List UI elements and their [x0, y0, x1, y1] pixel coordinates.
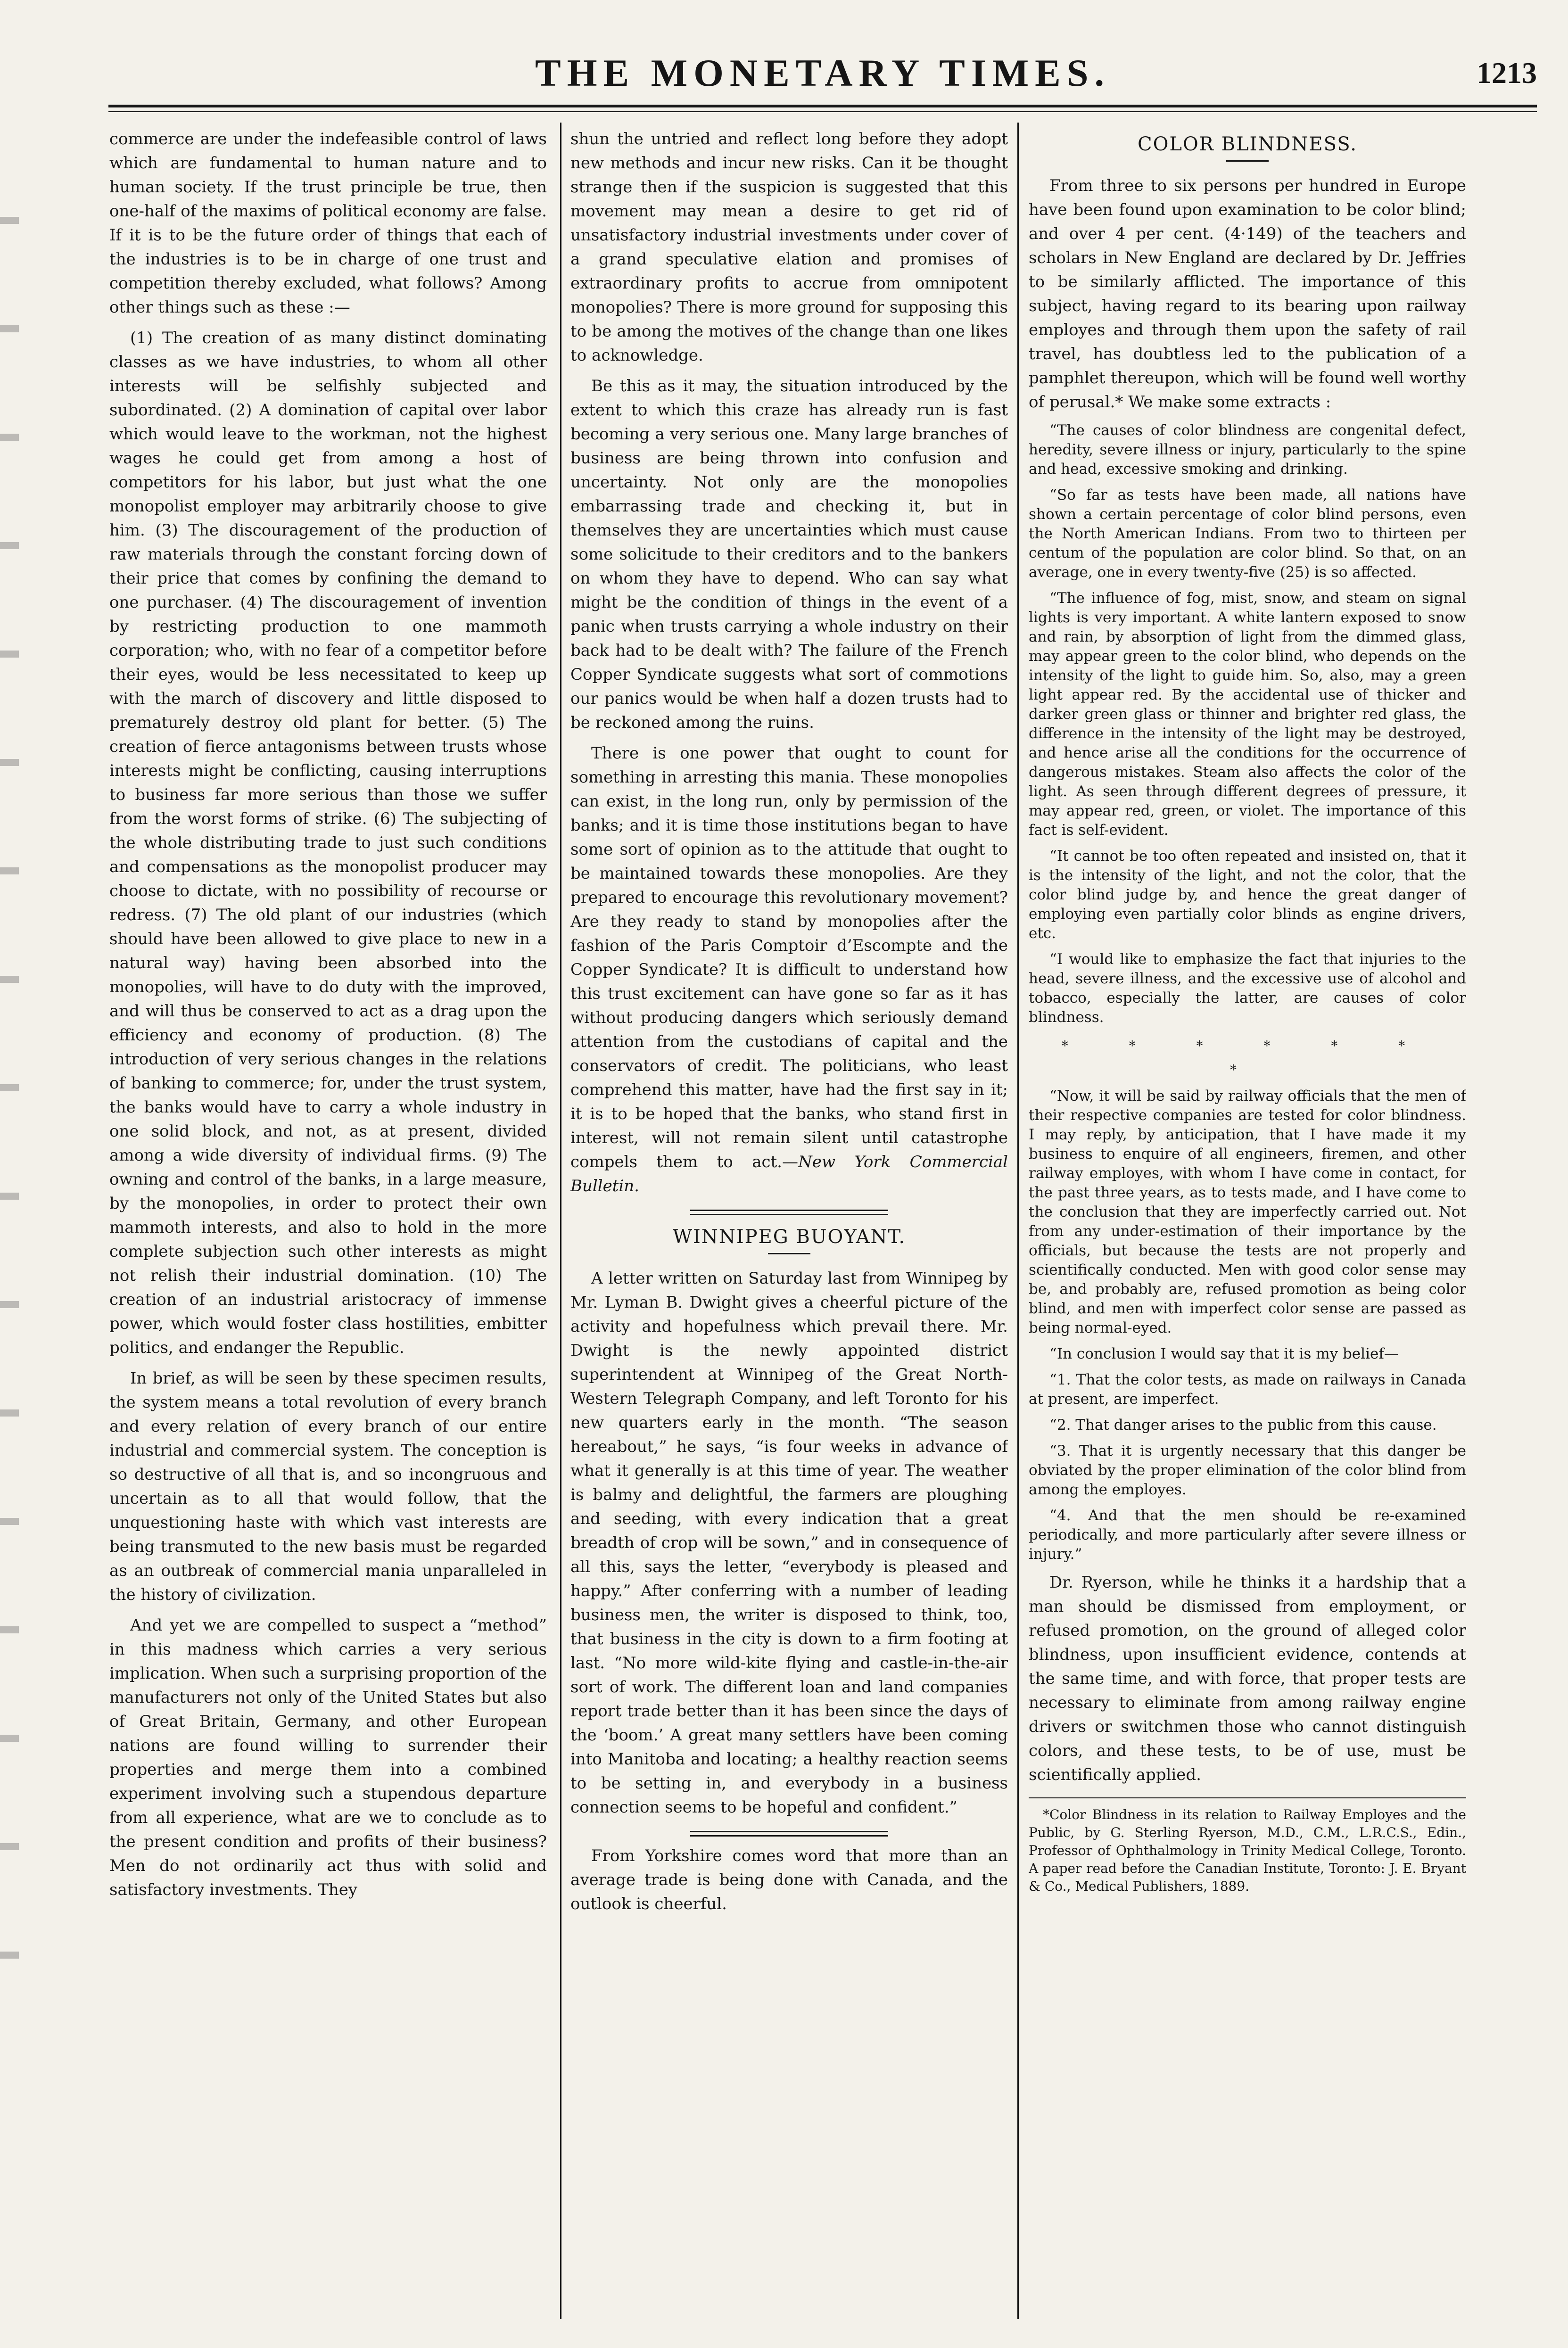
quoted-extract: “In conclusion I would say that it is my belief—	[1049, 1345, 1399, 1362]
quoted-extract: “2. That danger arises to the public from this cause.	[1049, 1417, 1437, 1434]
page-number: 1213	[1477, 56, 1537, 90]
masthead	[108, 47, 1537, 99]
publication-title: THE MONETARY TIMES.	[535, 51, 1110, 94]
quoted-extract: “The causes of color blindness are congenital defect, heredity, severe illness or injury, particularly to the spine and head, excessive smoking and drinking.	[1029, 422, 1466, 478]
quoted-extract: “It cannot be too often repeated and insisted on, that it is the intensity of the light, and not the color, that the color blind judge by, and hence the great danger of employing even partially color blinds as engine drivers, etc.	[1029, 848, 1466, 942]
quoted-extract: “I would like to emphasize the fact that injuries to the head, severe illness, and the excessive use of alcohol and tobacco, especially the latter, are causes of color blindness.	[1029, 951, 1466, 1026]
section-rule	[690, 1210, 888, 1215]
masthead-rule-thin	[108, 111, 1537, 112]
section-heading-winnipeg: WINNIPEG BUOYANT.	[672, 1226, 906, 1248]
column-2	[570, 127, 1008, 2324]
article-paragraph: In brief, as will be seen by these specimen results, the system means a total revolution of every branch and every relation of every branch of our entire industrial and commercial system. The conception is so destructive of all that is, and so incongruous and uncertain as to all that would follow, that the unquestioning haste with which vast interests are being transmuted to the new basis must be regarded as an outbreak of commercial mania unparalleled in the history of civilization.	[109, 1369, 547, 1604]
article-paragraph: A letter written on Saturday last from Winnipeg by Mr. Lyman B. Dwight gives a cheerful picture of the activity and hopefulness which prevail there. Mr. Dwight is the newly appointed district superintendent at Winnipeg of the Great North-Western Telegraph Company, and left Toronto for his new quarters early in the month. “The season hereabout,” he says, “is four weeks in advance of what it generally is at this time of year. The weather is balmy and delightful, the farmers are ploughing and seeding, with every indication that a great breadth of crop will be sown,” and in consequence of all this, says the letter, “everybody is pleased and happy.” After conferring with a number of leading business men, the writer is disposed to think, too, that business in the city is down to a firm footing at last. “No more wild-kite flying and castle-in-the-air sort of work. The different loan and land companies report trade better than it has been since the days of the ‘boom.’ A great many settlers have been coming into Manitoba and locating; a healthy reaction seems to be setting in, and everybody in a business connection seems to be hopeful and confident.”	[570, 1269, 1008, 1817]
masthead-rule-thick	[108, 105, 1537, 107]
attribution: New York Commercial Bulletin.	[570, 1153, 1008, 1195]
footnote: *Color Blindness in its relation to Railway Employes and the Public, by G. Sterling Ryerson, M.D., C.M., L.R.C.S., Edin., Professor of Ophthalmology in Trinity Medical College, Toronto. A paper read before the Canadian Institute, Toronto: J. E. Bryant & Co., Medical Publishers, 1889.	[1029, 1797, 1466, 1895]
ellipsis-stars: * * * * * * *	[1061, 1038, 1434, 1078]
column-divider-2	[1017, 123, 1019, 2319]
quoted-extract: “1. That the color tests, as made on railways in Canada at present, are imperfect.	[1029, 1371, 1466, 1408]
quoted-extract: “So far as tests have been made, all nations have shown a certain percentage of color blind persons, even the North American Indians. From two to thirteen per centum of the population are color blind. So that, on an average, one in every twenty-five (25) is so affected.	[1029, 486, 1466, 581]
section-heading-color-blindness: COLOR BLINDNESS.	[1137, 133, 1357, 155]
article-paragraph: Dr. Ryerson, while he thinks it a hardship that a man should be dismissed from employment, or refused promotion, on the ground of alleged color blindness, upon insufficient evidence, contends at the same time, and with force, that proper tests are necessary to eliminate from among railway engine drivers or switchmen those who cannot distinguish colors, and these tests, to be of use, must be scientifically applied.	[1029, 1573, 1466, 1784]
column-3	[1029, 127, 1466, 2324]
article-text: There is one power that ought to count for something in arresting this mania. These monopolies can exist, in the long run, only by permission of the banks; and it is time those institutions began to have some sort of opinion as to the attitude that ought to be maintained towards these monopolies. Are they prepared to encourage this revolutionary movement? Are they ready to stand by monopolies after the fashion of the Paris Comptoir d’Escompte and the Copper Syndicate? It is difficult to understand how this trust excitement can have gone so far as it has without producing dangers which seriously demand attention from the custodians of capital and the conservators of credit. The politicians, who least comprehend this matter, have had the first say in it; it is to be hoped that the banks, who stand first in interest, will not remain silent until catastrophe compels them to act.—	[570, 744, 1008, 1171]
article-paragraph: commerce are under the indefeasible control of laws which are fundamental to human nature and to human society. If the trust principle be true, then one-half of the maxims of political economy are false. If it is to be the future order of things that each of the industries is to be in charge of one trust and competition thereby excluded, what follows? Among other things such as these :—	[109, 130, 547, 317]
column-1	[109, 127, 547, 2324]
article-paragraph: (1) The creation of as many distinct dominating classes as we have industries, to whom all other interests will be selfishly subjected and subordinated. (2) A domination of capital over labor which would leave to the workman, not the highest wages he could get from among a host of competitors for his labor, but just what the one monopolist employer may arbitrarily choose to give him. (3) The discouragement of the production of raw materials through the constant forcing down of their price that comes by confining the demand to one purchaser. (4) The discouragement of invention by restricting production to one mammoth corporation; who, with no fear of a competitor before their eyes, would be less necessitated to keep up with the march of discovery and little disposed to prematurely destroy old plant for better. (5) The creation of fierce antagonisms between trusts whose interests might be conflicting, causing interruptions to business far more serious than those we suffer from the worst forms of strike. (6) The subjecting of the whole distributing trade to just such conditions and compensations as the monopolist producer may choose to dictate, with no possibility of recourse or redress. (7) The old plant of our industries (which should have been allowed to give place to new in a natural way) having been absorbed into the monopolies, will have to do duty with the improved, and will thus be conserved to act as a drag upon the efficiency and economy of production. (8) The introduction of very serious changes in the relations of banking to commerce; for, under the trust system, the banks would have to carry a whole industry in one solid block, and not, as at present, divided among a wide diversity of individual firms. (9) The owning and control of the banks, in a large measure, by the monopolies, in order to protect their own mammoth interests, and also to hold in the more complete subjection such other interests as might not relish their industrial domination. (10) The creation of an industrial aristocracy of immense power, which would foster class hostilities, embitter politics, and endanger the Republic.	[109, 329, 547, 1357]
heading-rule	[1226, 160, 1269, 162]
heading-rule	[768, 1253, 810, 1254]
article-paragraph: From Yorkshire comes word that more than an average trade is being done with Canada, and the outlook is cheerful.	[570, 1846, 1008, 1913]
column-divider-1	[560, 123, 561, 2319]
article-paragraph: From three to six persons per hundred in Europe have been found upon examination to be color blind; and over 4 per cent. (4·149) of the teachers and scholars in New England are declared by Dr. Jeffries to be similarly afflicted. The importance of this subject, having regard to its bearing upon railway employes and through them upon the safety of rail travel, has doubtless led to the publication of a pamphlet thereupon, which will be found well worthy of perusal.* We make some extracts :	[1029, 176, 1466, 412]
quoted-extract: “3. That it is urgently necessary that this danger be obviated by the proper elimination of the color blind from among the employes.	[1029, 1442, 1466, 1498]
quoted-extract: “The influence of fog, mist, snow, and steam on signal lights is very important. A white lantern exposed to snow and rain, by absorption of light from the dimmed glass, may appear green to the color blind, who depends on the intensity of the light to guide him. So, also, may a green light appear red. By the accidental use of thicker and darker green glass or thinner and brighter red glass, the difference in the intensity of the light may be destroyed, and hence arise all the conditions for the occurrence of dangerous mistakes. Steam also affects the color of the light. As seen through different degrees of pressure, it may appear red, green, or violet. The importance of this fact is self-evident.	[1029, 590, 1466, 839]
article-paragraph: shun the untried and reflect long before they adopt new methods and incur new risks. Can it be thought strange then if the suspicion is suggested that this movement may mean a desire to get rid of unsatisfactory industrial investments under cover of a grand speculative elation and promises of extraordinary profits to accrue from omnipotent monopolies? There is more ground for supposing this to be among the motives of the change than one likes to acknowledge.	[570, 130, 1008, 365]
left-margin-bleed	[0, 141, 19, 2027]
article-paragraph: Be this as it may, the situation introduced by the extent to which this craze has already run is fast becoming a very serious one. Many large branches of business are being thrown into confusion and uncertainty. Not only are the monopolies embarrassing trade and checking it, but in themselves they are uncertainties which must cause some solicitude to their creditors and to the bankers on whom they have to depend. Who can say what might be the condition of things in the event of a panic when trusts carrying a whole industry on their back had to be dealt with? The failure of the French Copper Syndicate suggests what sort of commotions our panics would be when half a dozen trusts had to be reckoned among the ruins.	[570, 377, 1008, 732]
quoted-extract: “4. And that the men should be re-examined periodically, and more particularly after severe illness or injury.”	[1029, 1507, 1466, 1563]
article-paragraph	[570, 741, 1008, 1198]
article-paragraph: And yet we are compelled to suspect a “method” in this madness which carries a very serious implication. When such a surprising proportion of the manufacturers not only of the United States but also of Great Britain, Germany, and other European nations are found willing to surrender their properties and merge them into a combined experiment involving such a stupendous departure from all experience, what are we to conclude as to the present condition and profits of their business? Men do not ordinarily act thus with solid and satisfactory investments. They	[109, 1616, 547, 1899]
quoted-extract: “Now, it will be said by railway officials that the men of their respective companies are tested for color blindness. I may reply, by anticipation, that I have made it my business to enquire of all engineers, firemen, and other railway employes, with whom I have come in contact, for the past three years, as to tests made, and I have come to the conclusion that they are imperfectly carried out. Not from any under-estimation of their importance by the officials, but because the tests are not properly and scientifically conducted. Men with good color sense may be, and probably are, refused promotion as being color blind, and men with imperfect color sense are passed as being normal-eyed.	[1029, 1087, 1466, 1336]
section-rule	[690, 1831, 888, 1837]
